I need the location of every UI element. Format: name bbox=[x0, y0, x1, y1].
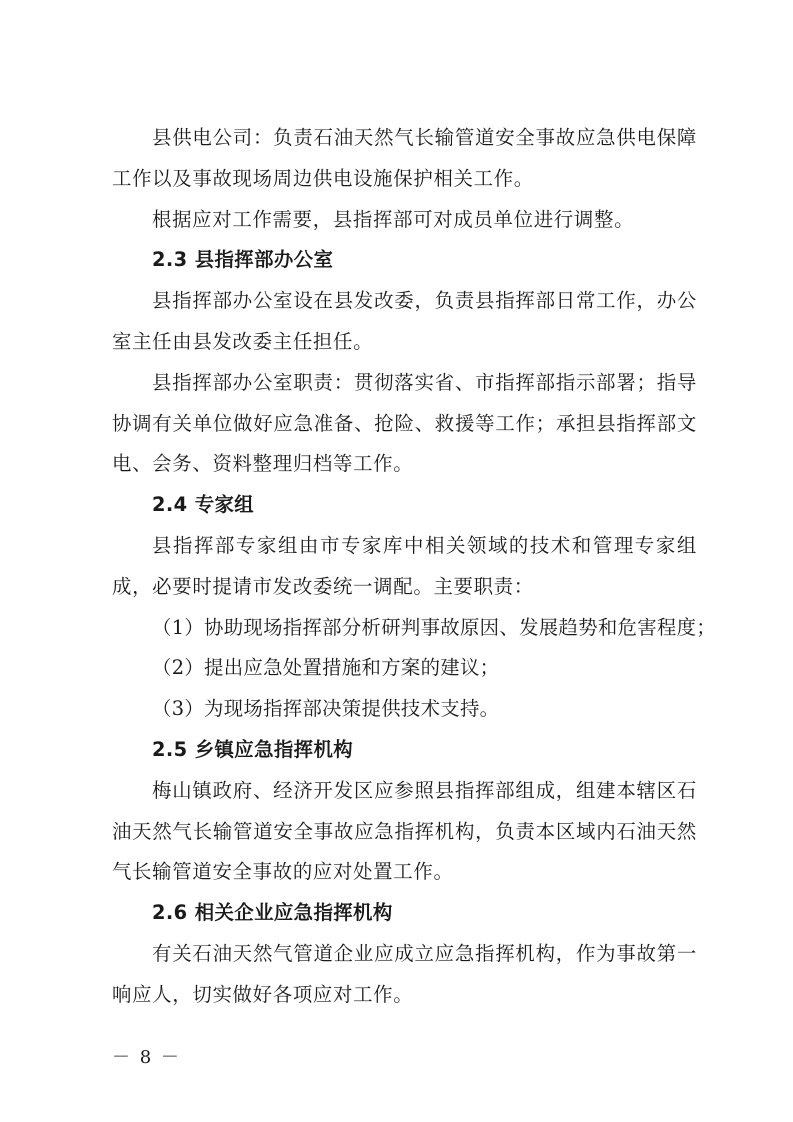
paragraph-member-adjustment: 根据应对工作需要，县指挥部可对成员单位进行调整。 bbox=[152, 207, 635, 231]
page-body bbox=[112, 118, 716, 1016]
heading-2-4: 2.4 专家组 bbox=[152, 493, 255, 517]
page-number: － 8 － bbox=[112, 1047, 181, 1068]
heading-2-5: 2.5 乡镇应急指挥机构 bbox=[152, 737, 354, 761]
paragraph-expert-group: 县指挥部专家组由市专家库中相关领域的技术和管理专家组成，必要时提请市发改委统一调配。主要职责： bbox=[112, 533, 697, 598]
paragraph-township-command: 梅山镇政府、经济开发区应参照县指挥部组成，组建本辖区石油天然气长输管道安全事故应急指挥机构，负责本区域内石油天然气长输管道安全事故的应对处置工作。 bbox=[112, 778, 697, 884]
heading-2-3: 2.3 县指挥部办公室 bbox=[152, 248, 334, 272]
list-item-1: （1）协助现场指挥部分析研判事故原因、发展趋势和危害程度； bbox=[152, 615, 716, 639]
paragraph-office-duties: 县指挥部办公室职责：贯彻落实省、市指挥部指示部署；指导协调有关单位做好应急准备、抢险、救援等工作；承担县指挥部文电、会务、资料整理归档等工作。 bbox=[112, 370, 697, 476]
list-item-2: （2）提出应急处置措施和方案的建议； bbox=[152, 656, 500, 680]
list-item-3: （3）为现场指挥部决策提供技术支持。 bbox=[152, 697, 500, 721]
paragraph-enterprise-command: 有关石油天然气管道企业应成立应急指挥机构，作为事故第一响应人，切实做好各项应对工作。 bbox=[112, 941, 697, 1006]
paragraph-office-location: 县指挥部办公室设在县发改委，负责县指挥部日常工作，办公室主任由县发改委主任担任。 bbox=[112, 289, 697, 353]
paragraph-power-company: 县供电公司：负责石油天然气长输管道安全事故应急供电保障工作以及事故现场周边供电设施保护相关工作。 bbox=[112, 126, 697, 190]
heading-2-6: 2.6 相关企业应急指挥机构 bbox=[152, 901, 393, 925]
